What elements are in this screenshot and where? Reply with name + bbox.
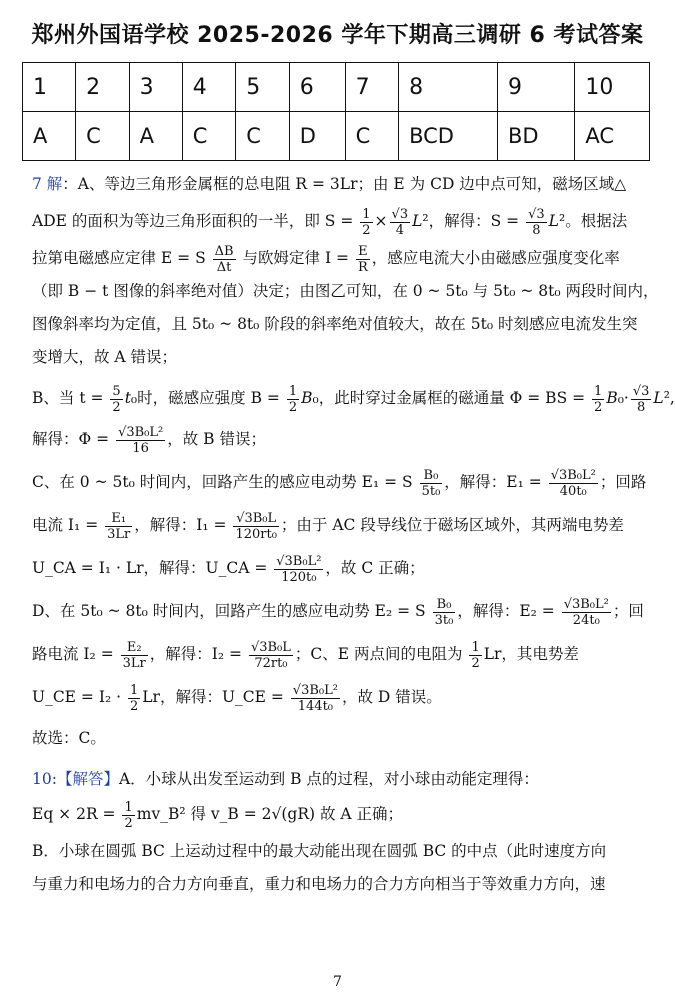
answer-table: [22, 62, 650, 161]
question-number-cell: 7: [345, 63, 399, 112]
fraction: $\frac{1}{2}$: [471, 639, 480, 671]
answer-cell: AC: [575, 112, 650, 161]
answer-cell: BCD: [399, 112, 498, 161]
solution-line: [32, 638, 644, 671]
answer-cell: C: [236, 112, 290, 161]
solution-line: [32, 423, 644, 456]
answer-cell: C: [182, 112, 236, 161]
solution-line: [32, 681, 644, 714]
solution-text: 解得：Φ =: [32, 430, 110, 448]
solution-line: [32, 763, 644, 796]
solution-text: ，解得：S =: [428, 212, 520, 230]
answer-table-answer-row: [23, 112, 650, 161]
fraction: $\frac{\text{√3B₀L²}}{\text{144t₀}}$: [292, 682, 338, 714]
answer-cell: D: [289, 112, 345, 161]
solution-text: ：A、等边三角形金属框的总电阻 R = 3Lr；由 E 为 CD 边中点可知，磁场区域△: [62, 175, 627, 193]
solution-text: U_CE = I₂ ·: [32, 688, 122, 706]
fraction: $\frac{\text{E₂}}{3Lr}$: [122, 639, 146, 671]
question-10-label: 10:【解答】: [32, 770, 119, 788]
solution-text: ，此时穿过金属框的磁通量 Φ = BS =: [318, 389, 586, 407]
solution-text: D、在 5t₀ ~ 8t₀ 时间内，回路产生的感应电动势 E₂ = S: [32, 602, 426, 620]
solution-text: C、在 0 ~ 5t₀ 时间内，回路产生的感应电动势 E₁ = S: [32, 473, 413, 491]
solution-text: 。根据法: [565, 212, 628, 230]
solution-line: 故选：C。: [32, 729, 106, 747]
fraction: $\frac{1}{2}$: [594, 383, 603, 415]
fraction: $\frac{\text{√3B₀L}}{\text{72rt₀}}$: [250, 639, 291, 671]
solution-text: ，解得：I₁ =: [134, 516, 227, 534]
solution-text: ；回: [612, 602, 644, 620]
page-number: 7: [333, 974, 342, 990]
solution-text: ；C、E 两点间的电阻为: [294, 645, 463, 663]
fraction: $\frac{\text{√3B₀L}}{\text{120rt₀}}$: [235, 510, 277, 542]
solution-line: [32, 466, 647, 499]
solution-text: ，故 C 正确；: [325, 559, 425, 577]
fraction: $\frac{1}{2}$: [124, 799, 133, 831]
solution-line: （即 B − t 图像的斜率绝对值）决定；由图乙可知，在 0 ~ 5t₀ 与 5t₀ ~ 8t₀ 两段时间内，: [32, 282, 659, 300]
solution-line: 图像斜率均为定值，且 5t₀ ~ 8t₀ 阶段的斜率绝对值较大，故在 5t₀ 时刻感应电流发生突: [32, 315, 638, 333]
solution-text: U_CA = I₁ · Lr，解得：U_CA =: [32, 559, 268, 577]
question-number-cell: 4: [182, 63, 236, 112]
question-number-cell: 1: [23, 63, 76, 112]
solution-line: [32, 552, 644, 585]
solution-text: 与欧姆定律 I =: [242, 249, 349, 267]
question-7-label: 7 解: [32, 175, 63, 193]
question-number-cell: 10: [575, 63, 650, 112]
solution-text: mv_B² 得 v_B = 2√(gR) 故 A 正确；: [136, 805, 404, 823]
solution-text: Lr，其电势差: [483, 645, 579, 663]
solution-text: 拉第电磁感应定律 E = S: [32, 249, 206, 267]
question-number-cell: 6: [289, 63, 345, 112]
solution-text: ADE 的面积为等边三角形面积的一半，即 S =: [32, 212, 354, 230]
answer-cell: C: [76, 112, 130, 161]
fraction: $\frac{\text{√3B₀L²}}{16}$: [118, 424, 164, 456]
fraction: $\frac{√3}{4}$: [391, 206, 409, 238]
question-number-cell: 9: [497, 63, 574, 112]
fraction: $\frac{\text{√3B₀L²}}{\text{40t₀}}$: [550, 467, 596, 499]
solution-line: [32, 509, 644, 542]
answer-cell: A: [129, 112, 182, 161]
solution-line: [32, 242, 644, 275]
solution-text: 时，磁感应强度 B =: [137, 389, 280, 407]
solution-line: [32, 595, 644, 628]
question-number-cell: 5: [236, 63, 290, 112]
solution-line: 变增大，故 A 错误；: [32, 348, 178, 366]
question-number-cell: 8: [399, 63, 498, 112]
solution-text: ；由于 AC 段导线位于磁场区域外，其两端电势差: [280, 516, 624, 534]
fraction: $\frac{\text{√3B₀L²}}{\text{24t₀}}$: [563, 596, 609, 628]
fraction: $\frac{\text{B₀}}{\text{5t₀}}$: [421, 467, 441, 499]
fraction: $\frac{1}{2}$: [362, 206, 371, 238]
solution-text: ，故 D 错误。: [341, 688, 442, 706]
fraction: $\frac{E}{R}$: [357, 243, 368, 275]
fraction: $\frac{√3}{8}$: [632, 383, 650, 415]
solution-content: [32, 168, 675, 901]
answer-cell: C: [345, 112, 399, 161]
solution-text: ，解得：E₁ =: [444, 473, 542, 491]
fraction: $\frac{\text{√3B₀L²}}{\text{120t₀}}$: [276, 553, 322, 585]
fraction: $\frac{1}{2}$: [129, 682, 139, 714]
solution-text: Lr，解得：U_CE =: [142, 688, 284, 706]
solution-text: ，感应电流大小由磁感应强度变化率: [371, 249, 620, 267]
solution-line: B．小球在圆弧 BC 上运动过程中的最大动能出现在圆弧 BC 的中点（此时速度方向: [32, 842, 607, 860]
answer-cell: BD: [497, 112, 574, 161]
solution-text: A．小球从出发至运动到 B 点的过程，对小球由动能定理得：: [118, 770, 539, 788]
solution-line: [32, 798, 644, 831]
solution-text: Eq × 2R =: [32, 805, 116, 823]
answer-table-number-row: [23, 63, 650, 112]
solution-line: [32, 168, 644, 201]
fraction: $\frac{5}{2}$: [112, 383, 121, 415]
fraction: $\frac{\text{B₀}}{\text{3t₀}}$: [434, 596, 454, 628]
solution-line: ADE 的面积为等边三角形面积的一半，即 S = $\frac{1}{2}$ × $\frac{√3}{4}$ L²，解得：S = $\frac{√3}{8}$ L²。根据法: [32, 206, 628, 238]
question-number-cell: 2: [76, 63, 130, 112]
fraction: $\frac{√3}{8}$: [528, 206, 545, 238]
solution-text: ；回路: [599, 473, 647, 491]
answer-cell: A: [23, 112, 76, 161]
solution-text: ，解得：E₂ =: [457, 602, 555, 620]
solution-text: ，解得：I₂ =: [149, 645, 243, 663]
solution-line: 与重力和电场力的合力方向垂直，重力和电场力的合力方向相当于等效重力方向，速: [32, 875, 606, 893]
fraction: $\frac{1}{2}$: [288, 383, 298, 415]
fraction: $\frac{\Delta B}{\Delta t}$: [214, 243, 234, 275]
question-number-cell: 3: [129, 63, 182, 112]
page-title: 郑州外国语学校 2025-2026 学年下期高三调研 6 考试答案: [31, 23, 644, 48]
solution-text: B、当 t =: [32, 389, 104, 407]
solution-text: 电流 I₁ =: [32, 516, 99, 534]
solution-line: B、当 t = $\frac{5}{2}$ t₀时，磁感应强度 B = $\frac{1}{2}$ B₀，此时穿过金属框的磁通量 Φ = BS = $\frac{1}{2}$ B₀· $\frac{√3}{8}$ L²,: [32, 383, 675, 415]
fraction: $\frac{\text{E₁}}{3Lr}$: [107, 510, 131, 542]
solution-text: 路电流 I₂ =: [32, 645, 114, 663]
solution-text: ，故 B 错误；: [167, 430, 266, 448]
